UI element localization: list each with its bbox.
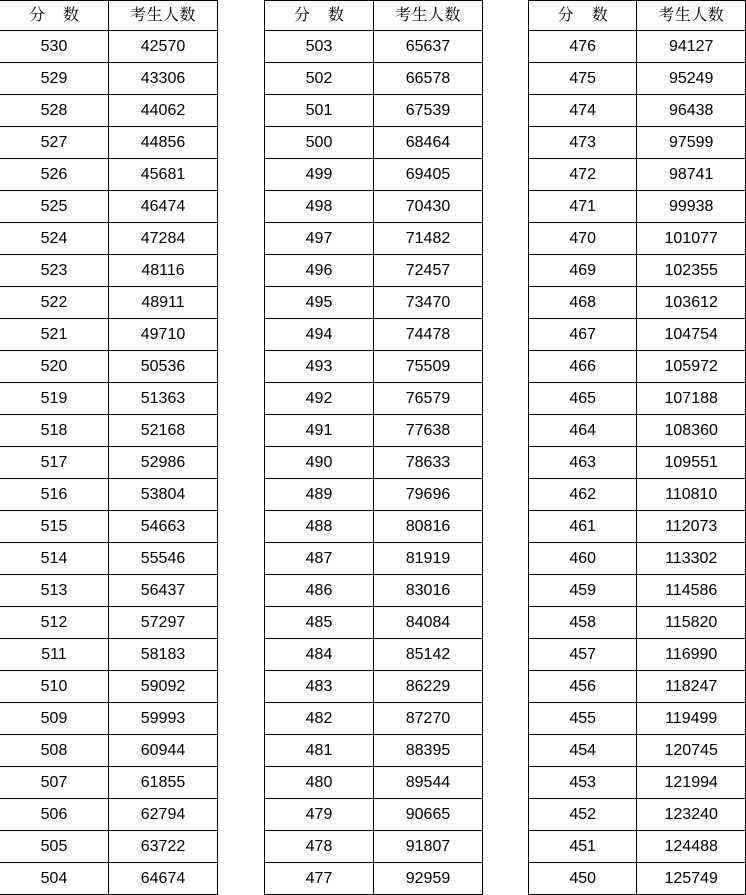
table-row bbox=[265, 95, 483, 127]
score-cell: 490 bbox=[265, 447, 374, 479]
header-row bbox=[0, 1, 218, 31]
table-row bbox=[0, 159, 218, 191]
count-cell: 62794 bbox=[109, 799, 218, 831]
table-row bbox=[265, 415, 483, 447]
score-cell: 474 bbox=[529, 95, 637, 127]
score-cell: 487 bbox=[265, 543, 374, 575]
count-cell: 109551 bbox=[637, 447, 746, 479]
count-cell: 77638 bbox=[374, 415, 483, 447]
count-cell: 42570 bbox=[109, 31, 218, 63]
table-row bbox=[529, 319, 746, 351]
count-cell: 45681 bbox=[109, 159, 218, 191]
score-cell: 467 bbox=[529, 319, 637, 351]
table-row bbox=[265, 31, 483, 63]
count-cell: 70430 bbox=[374, 191, 483, 223]
score-cell: 482 bbox=[265, 703, 374, 735]
count-cell: 63722 bbox=[109, 831, 218, 863]
count-cell: 112073 bbox=[637, 511, 746, 543]
table-row bbox=[529, 31, 746, 63]
count-cell: 110810 bbox=[637, 479, 746, 511]
table-row bbox=[0, 767, 218, 799]
count-cell: 64674 bbox=[109, 863, 218, 895]
count-cell: 80816 bbox=[374, 511, 483, 543]
score-cell: 479 bbox=[265, 799, 374, 831]
table-row bbox=[0, 63, 218, 95]
score-cell: 469 bbox=[529, 255, 637, 287]
score-cell: 498 bbox=[265, 191, 374, 223]
score-table-2 bbox=[264, 0, 483, 895]
score-cell: 468 bbox=[529, 287, 637, 319]
score-table-3 bbox=[528, 0, 746, 895]
score-cell: 526 bbox=[0, 159, 109, 191]
table-row bbox=[0, 479, 218, 511]
score-cell: 470 bbox=[529, 223, 637, 255]
score-cell: 478 bbox=[265, 831, 374, 863]
count-cell: 68464 bbox=[374, 127, 483, 159]
table-body bbox=[0, 31, 218, 895]
table-row bbox=[265, 351, 483, 383]
count-cell: 81919 bbox=[374, 543, 483, 575]
score-cell: 485 bbox=[265, 607, 374, 639]
table-row bbox=[0, 511, 218, 543]
table-row bbox=[529, 671, 746, 703]
table-row bbox=[265, 287, 483, 319]
table-row bbox=[265, 799, 483, 831]
score-cell: 460 bbox=[529, 543, 637, 575]
table-row bbox=[529, 799, 746, 831]
table-row bbox=[0, 31, 218, 63]
count-header: 考生人数 bbox=[374, 1, 483, 31]
score-cell: 499 bbox=[265, 159, 374, 191]
count-cell: 60944 bbox=[109, 735, 218, 767]
count-cell: 43306 bbox=[109, 63, 218, 95]
count-cell: 114586 bbox=[637, 575, 746, 607]
count-cell: 59993 bbox=[109, 703, 218, 735]
score-cell: 529 bbox=[0, 63, 109, 95]
score-cell: 481 bbox=[265, 735, 374, 767]
score-cell: 504 bbox=[0, 863, 109, 895]
score-cell: 508 bbox=[0, 735, 109, 767]
count-cell: 95249 bbox=[637, 63, 746, 95]
table-row bbox=[529, 607, 746, 639]
score-cell: 507 bbox=[0, 767, 109, 799]
count-cell: 119499 bbox=[637, 703, 746, 735]
count-cell: 52986 bbox=[109, 447, 218, 479]
score-cell: 454 bbox=[529, 735, 637, 767]
score-cell: 475 bbox=[529, 63, 637, 95]
score-cell: 519 bbox=[0, 383, 109, 415]
score-cell: 494 bbox=[265, 319, 374, 351]
table-row bbox=[265, 863, 483, 895]
score-cell: 503 bbox=[265, 31, 374, 63]
score-cell: 525 bbox=[0, 191, 109, 223]
count-cell: 84084 bbox=[374, 607, 483, 639]
count-cell: 66578 bbox=[374, 63, 483, 95]
score-cell: 496 bbox=[265, 255, 374, 287]
count-header: 考生人数 bbox=[109, 1, 218, 31]
table-row bbox=[265, 511, 483, 543]
table-row bbox=[0, 223, 218, 255]
table-body bbox=[529, 31, 746, 895]
table-row bbox=[529, 735, 746, 767]
count-cell: 99938 bbox=[637, 191, 746, 223]
score-cell: 477 bbox=[265, 863, 374, 895]
score-cell: 452 bbox=[529, 799, 637, 831]
table-row bbox=[529, 575, 746, 607]
table-row bbox=[0, 127, 218, 159]
score-cell: 509 bbox=[0, 703, 109, 735]
score-cell: 510 bbox=[0, 671, 109, 703]
count-cell: 48116 bbox=[109, 255, 218, 287]
score-cell: 523 bbox=[0, 255, 109, 287]
count-cell: 49710 bbox=[109, 319, 218, 351]
table-row bbox=[265, 671, 483, 703]
count-cell: 121994 bbox=[637, 767, 746, 799]
count-cell: 52168 bbox=[109, 415, 218, 447]
table-body bbox=[265, 31, 483, 895]
table-row bbox=[0, 799, 218, 831]
score-cell: 462 bbox=[529, 479, 637, 511]
table-row bbox=[529, 703, 746, 735]
score-cell: 489 bbox=[265, 479, 374, 511]
table-row bbox=[0, 607, 218, 639]
table-row bbox=[265, 319, 483, 351]
table-row bbox=[0, 735, 218, 767]
count-cell: 96438 bbox=[637, 95, 746, 127]
table-row bbox=[265, 575, 483, 607]
count-cell: 83016 bbox=[374, 575, 483, 607]
table-row bbox=[0, 415, 218, 447]
count-cell: 46474 bbox=[109, 191, 218, 223]
count-cell: 71482 bbox=[374, 223, 483, 255]
score-cell: 463 bbox=[529, 447, 637, 479]
score-cell: 500 bbox=[265, 127, 374, 159]
count-cell: 105972 bbox=[637, 351, 746, 383]
table-row bbox=[529, 383, 746, 415]
table-row bbox=[529, 767, 746, 799]
table-row bbox=[529, 351, 746, 383]
count-cell: 87270 bbox=[374, 703, 483, 735]
score-cell: 457 bbox=[529, 639, 637, 671]
count-cell: 118247 bbox=[637, 671, 746, 703]
score-cell: 459 bbox=[529, 575, 637, 607]
table-row bbox=[265, 479, 483, 511]
score-cell: 497 bbox=[265, 223, 374, 255]
table-row bbox=[0, 447, 218, 479]
score-cell: 466 bbox=[529, 351, 637, 383]
count-cell: 78633 bbox=[374, 447, 483, 479]
score-cell: 484 bbox=[265, 639, 374, 671]
count-cell: 123240 bbox=[637, 799, 746, 831]
table-row bbox=[265, 639, 483, 671]
count-cell: 101077 bbox=[637, 223, 746, 255]
score-cell: 528 bbox=[0, 95, 109, 127]
count-cell: 88395 bbox=[374, 735, 483, 767]
count-cell: 91807 bbox=[374, 831, 483, 863]
score-cell: 456 bbox=[529, 671, 637, 703]
score-cell: 502 bbox=[265, 63, 374, 95]
score-header: 分 数 bbox=[0, 1, 109, 31]
score-cell: 458 bbox=[529, 607, 637, 639]
score-cell: 522 bbox=[0, 287, 109, 319]
table-row bbox=[265, 543, 483, 575]
score-cell: 516 bbox=[0, 479, 109, 511]
count-cell: 58183 bbox=[109, 639, 218, 671]
table-row bbox=[529, 159, 746, 191]
table-row bbox=[529, 447, 746, 479]
score-cell: 450 bbox=[529, 863, 637, 895]
count-cell: 113302 bbox=[637, 543, 746, 575]
table-row bbox=[0, 351, 218, 383]
count-cell: 61855 bbox=[109, 767, 218, 799]
count-cell: 73470 bbox=[374, 287, 483, 319]
table-row bbox=[529, 543, 746, 575]
table-row bbox=[529, 479, 746, 511]
count-cell: 50536 bbox=[109, 351, 218, 383]
table-row bbox=[0, 319, 218, 351]
count-cell: 54663 bbox=[109, 511, 218, 543]
score-table-1 bbox=[0, 0, 218, 895]
score-cell: 527 bbox=[0, 127, 109, 159]
score-cell: 480 bbox=[265, 767, 374, 799]
score-cell: 464 bbox=[529, 415, 637, 447]
score-header: 分 数 bbox=[529, 1, 637, 31]
count-cell: 120745 bbox=[637, 735, 746, 767]
table-row bbox=[0, 639, 218, 671]
score-cell: 505 bbox=[0, 831, 109, 863]
score-cell: 491 bbox=[265, 415, 374, 447]
count-cell: 85142 bbox=[374, 639, 483, 671]
score-cell: 495 bbox=[265, 287, 374, 319]
count-cell: 67539 bbox=[374, 95, 483, 127]
score-cell: 488 bbox=[265, 511, 374, 543]
score-cell: 530 bbox=[0, 31, 109, 63]
header-row bbox=[529, 1, 746, 31]
count-cell: 74478 bbox=[374, 319, 483, 351]
table-row bbox=[265, 63, 483, 95]
table-row bbox=[0, 287, 218, 319]
count-cell: 97599 bbox=[637, 127, 746, 159]
table-row bbox=[265, 447, 483, 479]
table-row bbox=[529, 863, 746, 895]
count-cell: 90665 bbox=[374, 799, 483, 831]
score-cell: 492 bbox=[265, 383, 374, 415]
score-cell: 473 bbox=[529, 127, 637, 159]
score-cell: 476 bbox=[529, 31, 637, 63]
table-row bbox=[265, 703, 483, 735]
count-cell: 89544 bbox=[374, 767, 483, 799]
table-row bbox=[265, 383, 483, 415]
count-cell: 98741 bbox=[637, 159, 746, 191]
count-cell: 79696 bbox=[374, 479, 483, 511]
table-row bbox=[265, 735, 483, 767]
score-cell: 524 bbox=[0, 223, 109, 255]
table-row bbox=[265, 191, 483, 223]
score-cell: 511 bbox=[0, 639, 109, 671]
score-cell: 513 bbox=[0, 575, 109, 607]
score-cell: 451 bbox=[529, 831, 637, 863]
score-cell: 514 bbox=[0, 543, 109, 575]
count-header: 考生人数 bbox=[637, 1, 746, 31]
score-cell: 453 bbox=[529, 767, 637, 799]
score-cell: 521 bbox=[0, 319, 109, 351]
table-row bbox=[529, 127, 746, 159]
count-cell: 72457 bbox=[374, 255, 483, 287]
count-cell: 69405 bbox=[374, 159, 483, 191]
count-cell: 47284 bbox=[109, 223, 218, 255]
count-cell: 94127 bbox=[637, 31, 746, 63]
count-cell: 53804 bbox=[109, 479, 218, 511]
header-row bbox=[265, 1, 483, 31]
score-cell: 472 bbox=[529, 159, 637, 191]
table-row bbox=[265, 127, 483, 159]
score-cell: 461 bbox=[529, 511, 637, 543]
score-cell: 512 bbox=[0, 607, 109, 639]
count-cell: 92959 bbox=[374, 863, 483, 895]
table-row bbox=[0, 831, 218, 863]
table-row bbox=[0, 863, 218, 895]
count-cell: 107188 bbox=[637, 383, 746, 415]
table-row bbox=[0, 255, 218, 287]
count-cell: 48911 bbox=[109, 287, 218, 319]
count-cell: 116990 bbox=[637, 639, 746, 671]
count-cell: 65637 bbox=[374, 31, 483, 63]
count-cell: 76579 bbox=[374, 383, 483, 415]
table-row bbox=[265, 159, 483, 191]
score-cell: 501 bbox=[265, 95, 374, 127]
count-cell: 59092 bbox=[109, 671, 218, 703]
score-cell: 517 bbox=[0, 447, 109, 479]
score-cell: 483 bbox=[265, 671, 374, 703]
table-row bbox=[529, 831, 746, 863]
table-row bbox=[0, 191, 218, 223]
count-cell: 86229 bbox=[374, 671, 483, 703]
score-cell: 506 bbox=[0, 799, 109, 831]
table-row bbox=[529, 223, 746, 255]
count-cell: 108360 bbox=[637, 415, 746, 447]
count-cell: 51363 bbox=[109, 383, 218, 415]
table-row bbox=[265, 223, 483, 255]
table-row bbox=[529, 287, 746, 319]
table-row bbox=[0, 95, 218, 127]
score-cell: 515 bbox=[0, 511, 109, 543]
score-cell: 455 bbox=[529, 703, 637, 735]
count-cell: 44062 bbox=[109, 95, 218, 127]
table-row bbox=[529, 95, 746, 127]
table-row bbox=[529, 639, 746, 671]
table-row bbox=[265, 255, 483, 287]
table-row bbox=[529, 255, 746, 287]
table-row bbox=[0, 383, 218, 415]
score-cell: 493 bbox=[265, 351, 374, 383]
score-cell: 465 bbox=[529, 383, 637, 415]
score-cell: 520 bbox=[0, 351, 109, 383]
count-cell: 104754 bbox=[637, 319, 746, 351]
table-row bbox=[0, 543, 218, 575]
table-row bbox=[529, 191, 746, 223]
table-row bbox=[265, 607, 483, 639]
table-row bbox=[529, 511, 746, 543]
count-cell: 124488 bbox=[637, 831, 746, 863]
table-row bbox=[529, 63, 746, 95]
table-row bbox=[0, 703, 218, 735]
count-cell: 44856 bbox=[109, 127, 218, 159]
count-cell: 57297 bbox=[109, 607, 218, 639]
score-header: 分 数 bbox=[265, 1, 374, 31]
count-cell: 56437 bbox=[109, 575, 218, 607]
table-row bbox=[265, 831, 483, 863]
score-cell: 518 bbox=[0, 415, 109, 447]
count-cell: 102355 bbox=[637, 255, 746, 287]
table-row bbox=[265, 767, 483, 799]
count-cell: 125749 bbox=[637, 863, 746, 895]
count-cell: 75509 bbox=[374, 351, 483, 383]
score-cell: 471 bbox=[529, 191, 637, 223]
count-cell: 115820 bbox=[637, 607, 746, 639]
table-row bbox=[0, 575, 218, 607]
count-cell: 55546 bbox=[109, 543, 218, 575]
table-row bbox=[0, 671, 218, 703]
count-cell: 103612 bbox=[637, 287, 746, 319]
score-cell: 486 bbox=[265, 575, 374, 607]
table-row bbox=[529, 415, 746, 447]
